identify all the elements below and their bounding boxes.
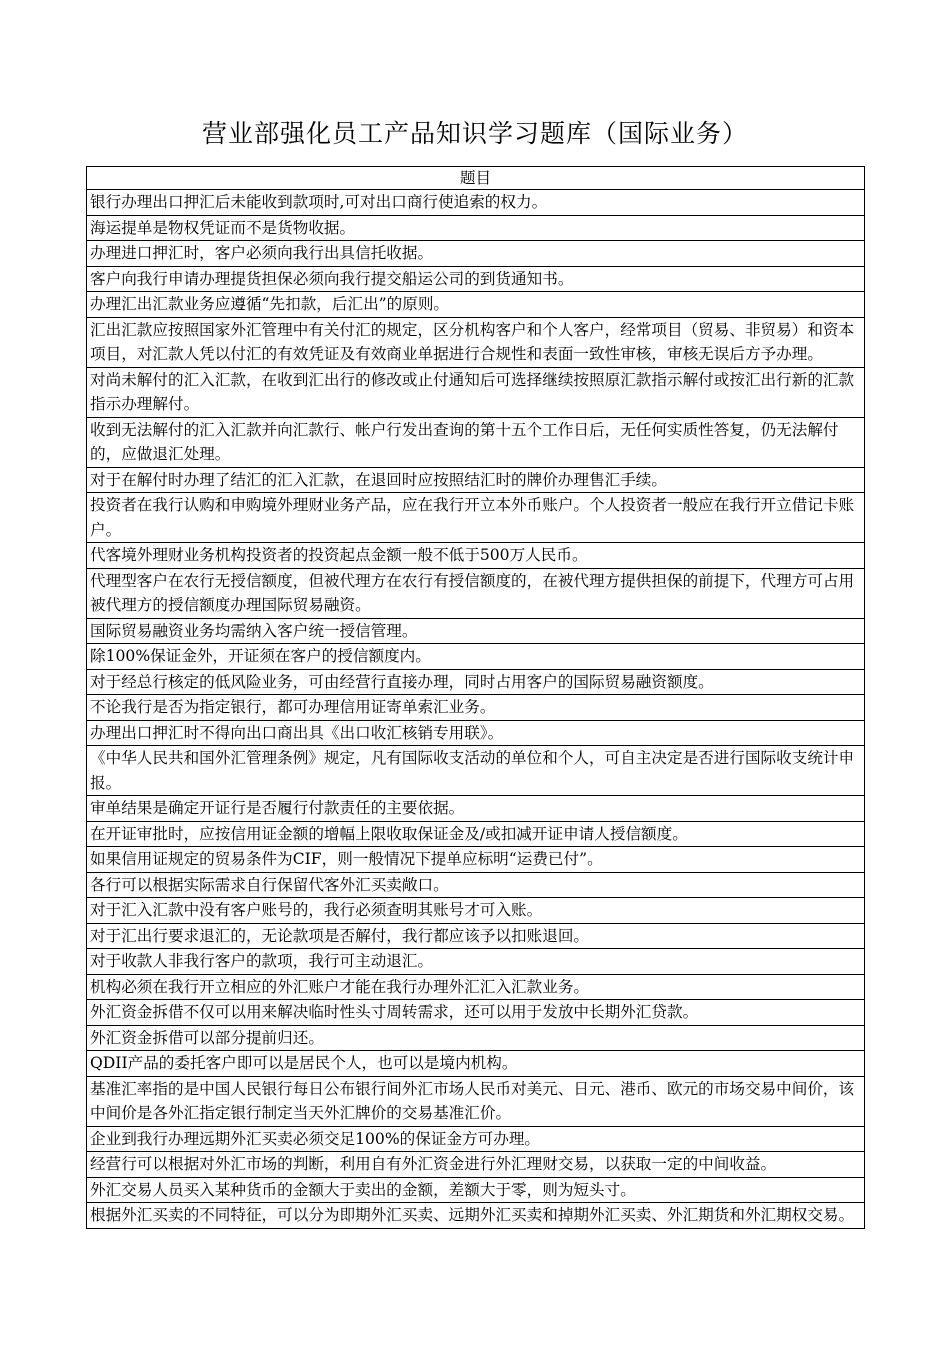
table-row: [87, 669, 865, 695]
table-row: [87, 898, 865, 924]
question-cell: 不论我行是否为指定银行，都可办理信用证寄单索汇业务。: [87, 695, 865, 721]
table-row: [87, 796, 865, 822]
question-cell: 对于汇出行要求退汇的，无论款项是否解付，我行都应该予以扣账退回。: [87, 923, 865, 949]
table-row: [87, 1000, 865, 1026]
table-row: [87, 618, 865, 644]
table-row: [87, 292, 865, 318]
question-table: [86, 166, 865, 1229]
question-cell: 如果信用证规定的贸易条件为CIF，则一般情况下提单应标明“运费已付”。: [87, 847, 865, 873]
question-cell: 代理型客户在农行无授信额度，但被代理方在农行有授信额度的，在被代理方提供担保的前提下，代理方可占用被代理方的授信额度办理国际贸易融资。: [87, 568, 865, 618]
table-row: [87, 1203, 865, 1229]
table-row: [87, 695, 865, 721]
table-row: [87, 1126, 865, 1152]
question-cell: 办理出口押汇时不得向出口商出具《出口收汇核销专用联》。: [87, 720, 865, 746]
table-row: [87, 190, 865, 216]
question-cell: 企业到我行办理远期外汇买卖必须交足100%的保证金方可办理。: [87, 1126, 865, 1152]
column-header-question: 题目: [87, 167, 865, 190]
question-cell: 收到无法解付的汇入汇款并向汇款行、帐户行发出查询的第十五个工作日后，无任何实质性答复，仍无法解付的，应做退汇处理。: [87, 417, 865, 467]
table-row: [87, 974, 865, 1000]
question-cell: 除100%保证金外，开证须在客户的授信额度内。: [87, 644, 865, 670]
table-row: [87, 568, 865, 618]
table-row: [87, 493, 865, 543]
question-cell: 客户向我行申请办理提货担保必须向我行提交船运公司的到货通知书。: [87, 266, 865, 292]
table-row: [87, 644, 865, 670]
question-cell: 对于收款人非我行客户的款项，我行可主动退汇。: [87, 949, 865, 975]
table-row: [87, 847, 865, 873]
table-row: [87, 266, 865, 292]
question-cell: 对于汇入汇款中没有客户账号的，我行必须查明其账号才可入账。: [87, 898, 865, 924]
question-cell: 对于在解付时办理了结汇的汇入汇款，在退回时应按照结汇时的牌价办理售汇手续。: [87, 467, 865, 493]
question-cell: 办理汇出汇款业务应遵循“先扣款，后汇出”的原则。: [87, 292, 865, 318]
table-row: [87, 467, 865, 493]
table-row: [87, 1076, 865, 1126]
table-row: [87, 720, 865, 746]
question-cell: 代客境外理财业务机构投资者的投资起点金额一般不低于500万人民币。: [87, 543, 865, 569]
question-cell: 外汇资金拆借可以部分提前归还。: [87, 1025, 865, 1051]
question-cell: 基准汇率指的是中国人民银行每日公布银行间外汇市场人民币对美元、日元、港币、欧元的市场交易中间价，该中间价是各外汇指定银行制定当天外汇牌价的交易基准汇价。: [87, 1076, 865, 1126]
question-cell: 外汇交易人员买入某种货币的金额大于卖出的金额，差额大于零，则为短头寸。: [87, 1177, 865, 1203]
question-cell: 经营行可以根据对外汇市场的判断，利用自有外汇资金进行外汇理财交易，以获取一定的中间收益。: [87, 1152, 865, 1178]
question-cell: 外汇资金拆借不仅可以用来解决临时性头寸周转需求，还可以用于发放中长期外汇贷款。: [87, 1000, 865, 1026]
table-row: [87, 367, 865, 417]
table-row: [87, 746, 865, 796]
table-row: [87, 1051, 865, 1077]
question-cell: 银行办理出口押汇后未能收到款项时,可对出口商行使追索的权力。: [87, 190, 865, 216]
question-cell: 《中华人民共和国外汇管理条例》规定，凡有国际收支活动的单位和个人，可自主决定是否进行国际收支统计申报。: [87, 746, 865, 796]
table-row: [87, 1152, 865, 1178]
question-cell: 对尚未解付的汇入汇款，在收到汇出行的修改或止付通知后可选择继续按照原汇款指示解付或按汇出行新的汇款指示办理解付。: [87, 367, 865, 417]
table-row: [87, 1177, 865, 1203]
question-cell: 对于经总行核定的低风险业务，可由经营行直接办理，同时占用客户的国际贸易融资额度。: [87, 669, 865, 695]
question-cell: 国际贸易融资业务均需纳入客户统一授信管理。: [87, 618, 865, 644]
question-cell: 投资者在我行认购和申购境外理财业务产品，应在我行开立本外币账户。个人投资者一般应在我行开立借记卡账户。: [87, 493, 865, 543]
table-row: [87, 543, 865, 569]
table-row: [87, 1025, 865, 1051]
table-row: [87, 417, 865, 467]
page-title: 营业部强化员工产品知识学习题库（国际业务）: [201, 119, 748, 148]
question-cell: 机构必须在我行开立相应的外汇账户才能在我行办理外汇汇入汇款业务。: [87, 974, 865, 1000]
question-cell: 办理进口押汇时，客户必须向我行出具信托收据。: [87, 241, 865, 267]
table-row: [87, 821, 865, 847]
question-cell: QDII产品的委托客户即可以是居民个人，也可以是境内机构。: [87, 1051, 865, 1077]
question-cell: 海运提单是物权凭证而不是货物收据。: [87, 215, 865, 241]
table-row: [87, 949, 865, 975]
table-row: [87, 872, 865, 898]
question-cell: 根据外汇买卖的不同特征，可以分为即期外汇买卖、远期外汇买卖和掉期外汇买卖、外汇期货和外汇期权交易。: [87, 1203, 865, 1229]
table-row: [87, 923, 865, 949]
question-cell: 在开证审批时，应按信用证金额的增幅上限收取保证金及/或扣减开证申请人授信额度。: [87, 821, 865, 847]
table-row: [87, 317, 865, 367]
question-cell: 审单结果是确定开证行是否履行付款责任的主要依据。: [87, 796, 865, 822]
table-header-row: [87, 167, 865, 190]
table-row: [87, 241, 865, 267]
question-cell: 各行可以根据实际需求自行保留代客外汇买卖敞口。: [87, 872, 865, 898]
question-list: [87, 190, 865, 1229]
question-cell: 汇出汇款应按照国家外汇管理中有关付汇的规定，区分机构客户和个人客户，经常项目（贸易、非贸易）和资本项目，对汇款人凭以付汇的有效凭证及有效商业单据进行合规性和表面一致性审核，审核无误后方予办理。: [87, 317, 865, 367]
table-row: [87, 215, 865, 241]
